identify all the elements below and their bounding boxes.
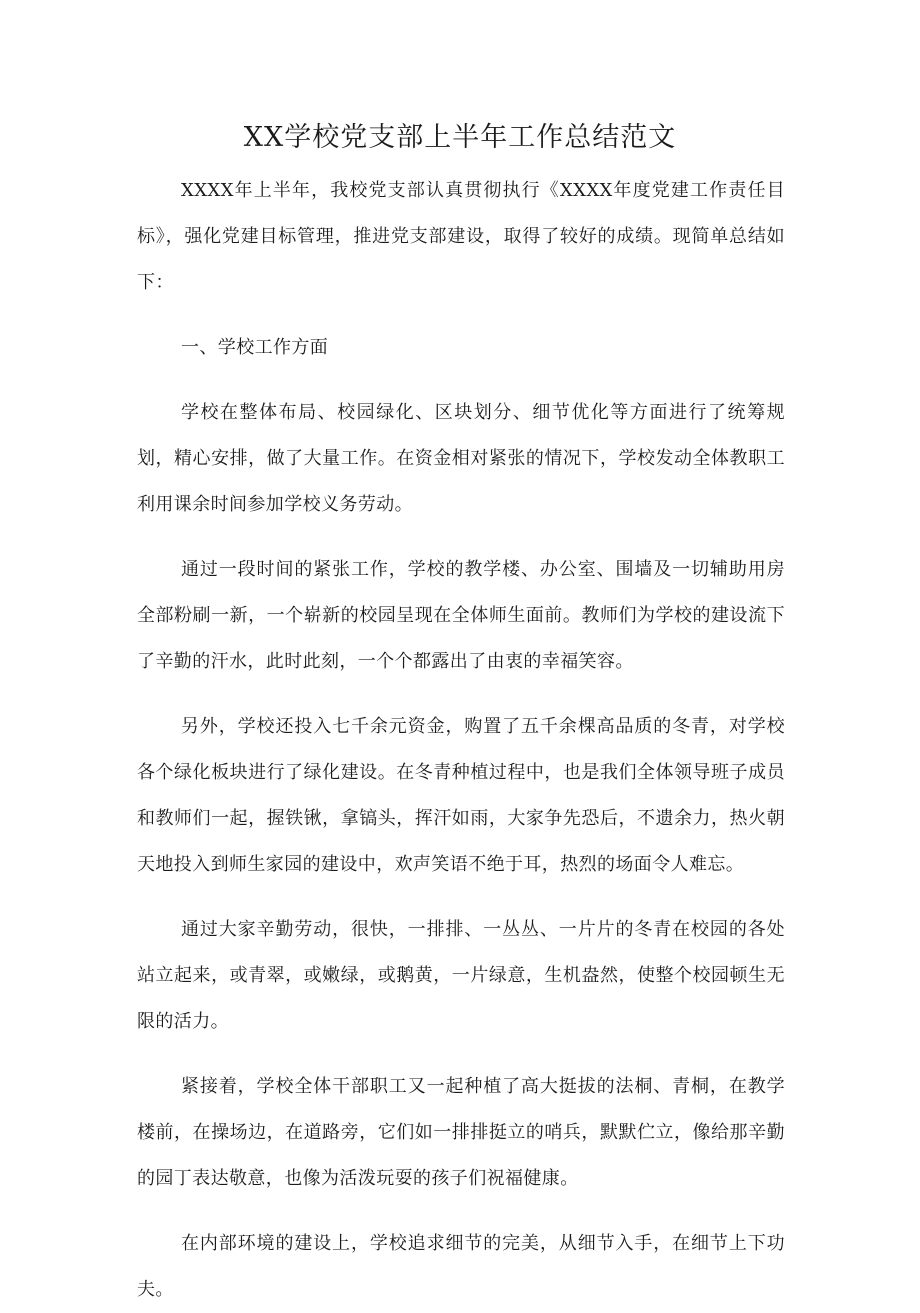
document-title: XX学校党支部上半年工作总结范文	[243, 122, 677, 153]
document-body	[137, 168, 785, 1313]
paragraph: 在内部环境的建设上，学校追求细节的完美，从细节入手，在细节上下功夫。	[137, 1233, 785, 1300]
section-heading: 一、学校工作方面	[181, 337, 329, 358]
paragraph: 紧接着，学校全体干部职工又一起种植了高大挺拔的法桐、青桐，在教学楼前，在操场边，在道路旁，它们如一排排挺立的哨兵，默默伫立，像给那辛勤的园丁表达敬意，也像为活泼玩耍的孩子们祝福健康。	[137, 1076, 785, 1189]
paragraph-intro: XXXX年上半年，我校党支部认真贯彻执行《XXXX年度党建工作责任目标》，强化党建目标管理，推进党支部建设，取得了较好的成绩。现简单总结如下：	[137, 180, 785, 293]
paragraph: 通过一段时间的紧张工作，学校的教学楼、办公室、围墙及一切辅助用房全部粉刷一新，一个崭新的校园呈现在全体师生面前。教师们为学校的建设流下了辛勤的汗水，此时此刻，一个个都露出了由衷的幸福笑容。	[137, 559, 785, 672]
paragraph: 通过大家辛勤劳动，很快，一排排、一丛丛、一片片的冬青在校园的各处站立起来，或青翠，或嫩绿，或鹅黄，一片绿意，生机盎然，使整个校园顿生无限的活力。	[137, 919, 785, 1032]
paragraph: 学校在整体布局、校园绿化、区块划分、细节优化等方面进行了统筹规划，精心安排，做了大量工作。在资金相对紧张的情况下，学校发动全体教职工利用课余时间参加学校义务劳动。	[137, 402, 785, 515]
paragraph: 另外，学校还投入七千余元资金，购置了五千余棵高品质的冬青，对学校各个绿化板块进行了绿化建设。在冬青种植过程中，也是我们全体领导班子成员和教师们一起，握铁锹，拿镐头，挥汗如雨，大家争先恐后，不遗余力，热火朝天地投入到师生家园的建设中，欢声笑语不绝于耳，热烈的场面令人难忘。	[137, 716, 785, 875]
